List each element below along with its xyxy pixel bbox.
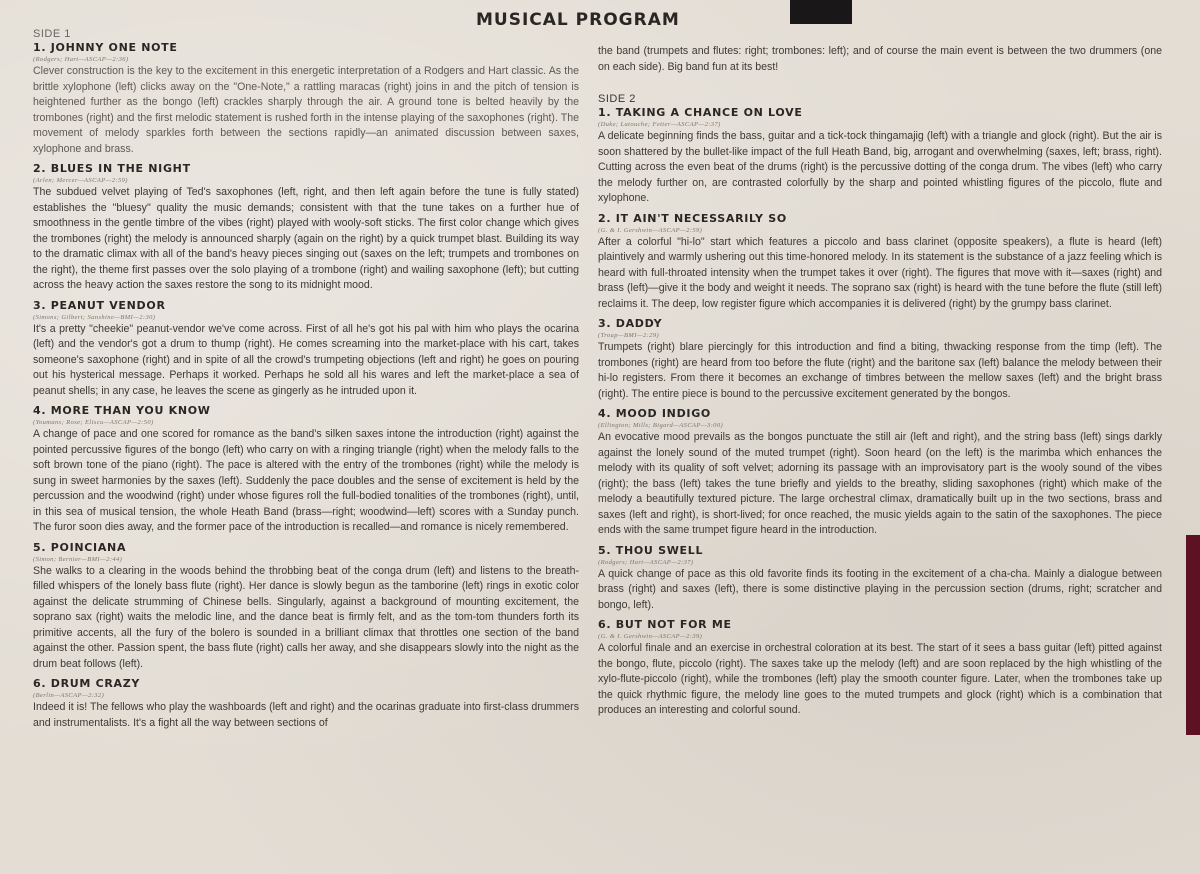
track-credit: (Ellington; Mills; Bigard—ASCAP—3:00) xyxy=(598,422,724,429)
track-side1-4 xyxy=(33,404,579,536)
side-1-continued-text: the band (trumpets and flutes: right; trombones: left); and of course the main event is between the two drummers (one on each side). Big band fun at its best! xyxy=(598,45,1162,73)
track-description: A change of pace and one scored for romance as the band's silken saxes intone the introduction (right) against the pointed percussive figures of the bongo (left) who carry on with a ringing triangle (right) when the melody falls to the soft brown tone of the piano (right). The pace is altered with the entry of the trombones (right) while the melody is sung in sweet harmonies by the saxes (left). Suddenly the pace doubles and the sense of excitement is held by the percussion and the woodwind (right) under whose figures roll the full-bodied tonalities of the trombones (right), until, in this sea of musical tension, the whole Heath Band (brass—right; woodwind—left) scores with a Sunday punch. The furor soon dies away, and the former pace of the introduction is recalled—and romance is nicely remembered. xyxy=(33,428,579,533)
track-side2-2 xyxy=(598,212,1162,313)
track-side2-4 xyxy=(598,407,1162,539)
track-title: 5. POINCIANA xyxy=(33,540,127,554)
track-side1-5 xyxy=(33,541,579,673)
track-credit: (Troup—BMI—2:29) xyxy=(598,332,660,339)
track-title: 6. BUT NOT FOR ME xyxy=(598,618,732,631)
track-side1-6 xyxy=(33,677,579,731)
side-1-column xyxy=(33,28,579,736)
track-credit: (Youmans; Rose; Eliscu—ASCAP—2:50) xyxy=(33,419,154,426)
track-title: 2. IT AIN'T NECESSARILY SO xyxy=(598,211,787,225)
page-title: MUSICAL PROGRAM xyxy=(476,10,680,30)
track-description: Clever construction is the key to the excitement in this energetic interpretation of a Rodgers and Hart classic. As the brittle xylophone (left) clicks away on the "One-Note," a rattling maracas (right) joins in and the pitch of tension is heightened further as the bongo (left) crackles sharply through the air. A ground tone is belted heavily by the trombones (right) and the first melodic statement is rushed forth in the intense playing of the saxophones (right). The movement of melody sparkles forth between the sections rapidly—an animated discussion between saxes, xylophone and brass. xyxy=(33,65,579,155)
track-description: After a colorful "hi-lo" start which features a piccolo and bass clarinet (opposite speakers), a flute is heard (left) plaintively and warmly ushering out this time-honored melody. In its statement is the substance of a jazz feeling which is heard with full-throated intensity when the trumpet takes it over (right). The figures that move with it—saxes (right) and brass (left)—give it the body and weight it needs. The soprano sax (right) is heard with the tune before the flute (still left) reclaims it. The deep, low register figure which accompanies it is delivered (right) by the grumpy bass clarinet. xyxy=(598,235,1162,310)
side-2-column xyxy=(598,44,1162,724)
track-title: 3. DADDY xyxy=(598,317,663,330)
track-title: 4. MOOD INDIGO xyxy=(598,407,711,420)
track-title: 3. PEANUT VENDOR xyxy=(33,298,166,312)
track-side1-3 xyxy=(33,299,579,400)
track-credit: (Berlin—ASCAP—2:32) xyxy=(33,692,105,699)
track-description: It's a pretty "cheekie" peanut-vendor we've come across. First of all he's got his pal with him who plays the ocarina (left) and the vendor's got a drum to thump (right). He comes screaming into the market-place with his cart, takes someone's saxophone (right) and in spite of all the crowd's trumpeting objections (left and right) he goes on pouring out his hysterical message. Perhaps it worked. Perhaps he sold all his wares and left the market-place a sea of peanut shells; in any case, he leaves the scene as gingerly as he intruded upon it. xyxy=(33,322,579,397)
track-side1-2 xyxy=(33,162,579,294)
track-description: The subdued velvet playing of Ted's saxophones (left, right, and then left again before the tune is fully stated) establishes the "bluesy" quality the music demands; consistent with that the tune takes on a further hue of smoothness in the gentle timbre of the vibes (right) played with wooly-soft sticks. The first color change which gives the trombones (right) the melody is announced sharply (again on the right) by a quick trumpet blast. Building its way to the dramatic climax with all of the band's heavy pieces singing out (saxes on the left; trumpets and trombones on the right), the theme first passes over the solo playing of a trombone (right) and wailing saxophone (left); but cutting across the heavy action the saxes restore the song to its midnight mood. xyxy=(33,186,579,291)
track-credit: (Rodgers; Hart—ASCAP—2:37) xyxy=(598,558,694,566)
sleeve-black-tab xyxy=(790,0,852,24)
track-side2-6 xyxy=(598,618,1162,719)
track-credit: (Arlen; Mercer—ASCAP—2:59) xyxy=(33,177,128,184)
track-credit: (Duke; Latouche; Fetter—ASCAP—2:37) xyxy=(598,121,721,128)
track-description: She walks to a clearing in the woods behind the throbbing beat of the conga drum (left) and listens to the breath-filled whispers of the lonely bass flute (right). Her dance is slowly begun as the tamborine (left) rings in exotic color against the delicate strumming of Chinese bells. Singularly, against a background of mounting excitement, the soprano sax (right) waits the melodic line, and the dance beat is firmly felt, and as the tom-tom thunders forth its primitive accents, all the fury of the bolero is sounded in a brilliant climax that throttles one section of the band against the other. Passion spent, the bass flute (right) calls her away, and she disappears slowly into the night as the drum beat follows (left). xyxy=(33,564,579,670)
track-description: Indeed it is! The fellows who play the washboards (left and right) and the ocarinas graduate into first-class drummers and instrumentalists. It's a fight all the way between sections of xyxy=(33,701,579,729)
side-1-label: SIDE 1 xyxy=(33,28,71,40)
track-description: A colorful finale and an exercise in orchestral coloration at its best. The start of it sees a bass guitar (left) pitted against the bongo, flute, piccolo (right). The saxes take up the melody (left) and are soon replaced by the high whistling of the xylo-flute-piccolo (right), while the trombones (left) play the smooth counter figure. Later, when the trombones take up the quick rhythmic figure, the melody line goes to the muted trumpets and glock (right) which is a combination that produces an interesting and colorful sound. xyxy=(598,642,1162,716)
track-description: An evocative mood prevails as the bongos punctuate the still air (left and right), and the string bass (left) sings darkly against the lonely sound of the muted trumpet (right). Soon heard (on the left) is the marimba which enhances the melody with its quality of soft velvet; adorning its passage with an improvisatory part is the wooly sound of the vibes (right); the bass (left) takes the tune briefly and yields to the breathy, sliding saxophones (right) which make of the melody a beautifully textured picture. The large orchestral climax, dramatically built up in the two sections, brass and saxes (left and right), is short-lived; for once reached, the music yields again to the satin of the saxophones. The piece ends with the same trumpet figure heard in the introduction. xyxy=(598,431,1162,536)
track-side1-1 xyxy=(33,41,579,157)
sleeve-red-edge xyxy=(1186,535,1200,735)
side-2-label: SIDE 2 xyxy=(598,93,636,105)
track-description: A delicate beginning finds the bass, guitar and a tick-tock thingamajig (left) with a triangle and glock (right). But the air is soon shattered by the bullet-like impact of the full Heath Band, big, arrogant and overwhelming (saxes, left; brass, right). Cutting across the even beat of the drums (right) is the percussive dotting of the conga drum. The vibes (left) who carry the melody further on, are contrasted colorfully by the sharp and pointed whistling figures of the piccolo, flute and xylophone. xyxy=(598,130,1162,204)
track-title: 1. TAKING A CHANCE ON LOVE xyxy=(598,106,803,119)
track-side2-5 xyxy=(598,544,1162,614)
track-description: A quick change of pace as this old favorite finds its footing in the excitement of a cha-cha. Mainly a dialogue between brass (right) and saxes (left), there is some distinctive playing in the percussion section (drums, right; scratcher and bongo, left). xyxy=(598,567,1162,611)
track-title: 4. MORE THAN YOU KNOW xyxy=(33,404,211,417)
track-credit: (Rodgers; Hart—ASCAP—2:36) xyxy=(33,56,129,63)
track-title: 2. BLUES IN THE NIGHT xyxy=(33,162,191,175)
track-title: 6. DRUM CRAZY xyxy=(33,677,141,690)
track-credit: (G. & I. Gershwin—ASCAP—2:59) xyxy=(598,226,703,234)
track-credit: (Simon; Bernier—BMI—2:44) xyxy=(33,555,123,563)
track-credit: (G. & I. Gershwin—ASCAP—2:39) xyxy=(598,633,703,640)
track-credit: (Simons; Gilbert; Sunshine—BMI—2:30) xyxy=(33,313,156,321)
track-description: Trumpets (right) blare piercingly for this introduction and find a biting, thwacking response from the timp (left). The trombones (right) are heard from too before the flute (right) and the baritone sax (left) balance the melody between their hi-lo registers. From there it becomes an exchange of timbres between the mellow saxes (left) and the bright brass (right). The entire piece is bound to the percussive excitement generated by the bongos. xyxy=(598,341,1162,400)
track-title: 5. THOU SWELL xyxy=(598,543,704,557)
track-side2-1 xyxy=(598,106,1162,207)
track-title: 1. JOHNNY ONE NOTE xyxy=(33,41,178,54)
track-side2-3 xyxy=(598,317,1162,402)
